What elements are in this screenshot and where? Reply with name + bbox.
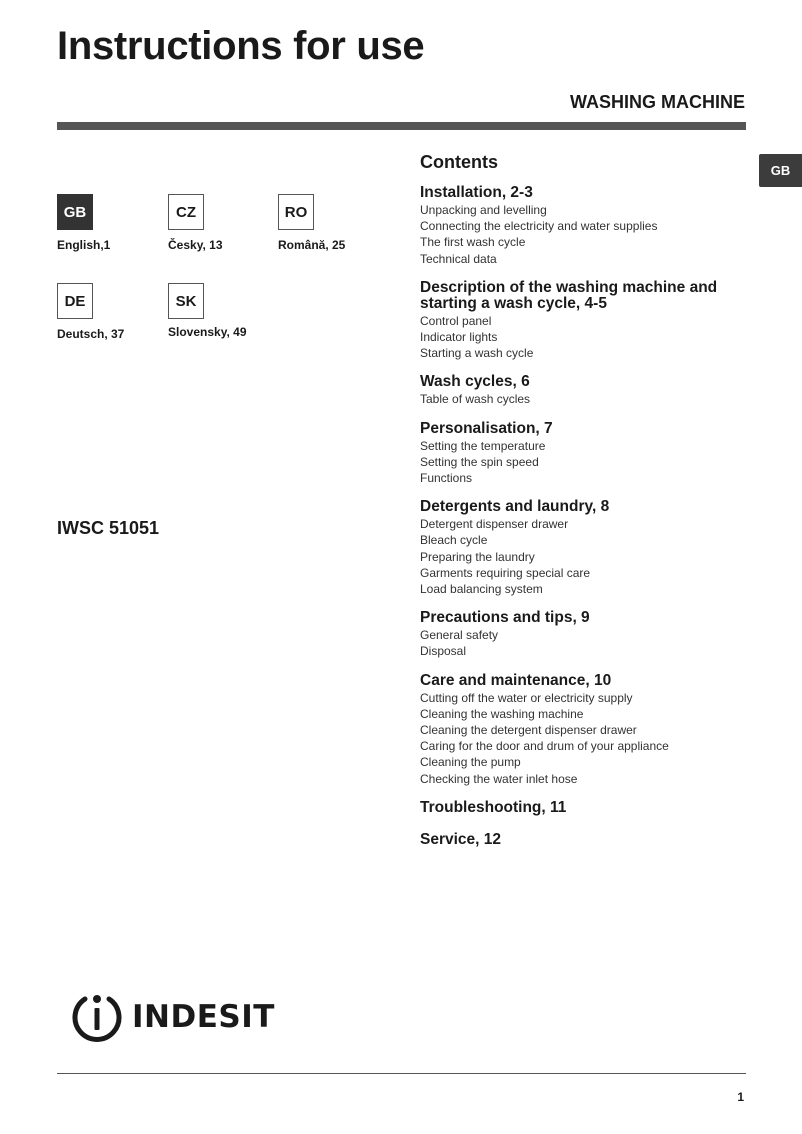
language-de[interactable] [57,283,167,341]
language-sk[interactable] [168,283,278,339]
table-of-contents [420,151,750,861]
toc-item[interactable]: Preparing the laundry [420,549,535,564]
toc-section-title[interactable]: Care and maintenance, 10 [420,671,612,689]
toc-item[interactable]: The first wash cycle [420,235,526,250]
toc-item[interactable]: Bleach cycle [420,533,488,548]
document-subtitle: WASHING MACHINE [570,92,745,112]
toc-section-troubleshooting[interactable] [420,800,750,816]
toc-section-description[interactable] [420,280,750,362]
toc-section-title[interactable]: Personalisation, 7 [420,419,553,437]
language-cz[interactable] [168,194,278,252]
toc-item[interactable]: Starting a wash cycle [420,346,534,361]
toc-section-title[interactable]: Wash cycles, 6 [420,373,530,391]
toc-item[interactable]: Cleaning the pump [420,755,521,770]
toc-section-care[interactable] [420,673,750,787]
language-code-box[interactable]: GB [57,194,93,230]
toc-item[interactable]: Load balancing system [420,582,543,597]
toc-section-title[interactable]: Service, 12 [420,830,502,848]
toc-section-installation[interactable] [420,185,750,267]
footer-rule [57,1073,746,1074]
brand-name: INDESIT [132,999,275,1035]
side-language-tab[interactable]: GB [759,154,802,187]
toc-section-title[interactable]: Precautions and tips, 9 [420,609,590,627]
toc-section-personalisation[interactable] [420,421,750,487]
toc-item[interactable]: Connecting the electricity and water supplies [420,219,658,234]
model-number: IWSC 51051 [57,518,160,538]
toc-item[interactable]: Unpacking and levelling [420,203,547,217]
language-label: Română, 25 [278,238,346,252]
toc-item[interactable]: Setting the temperature [420,438,546,453]
toc-item[interactable]: Detergent dispenser drawer [420,517,569,532]
toc-item[interactable]: Garments requiring special care [420,565,591,580]
language-label: Česky, 13 [168,238,223,252]
brand-logo [70,990,275,1044]
toc-item[interactable]: Cleaning the washing machine [420,706,584,721]
language-label: English,1 [57,238,111,252]
toc-item[interactable]: Setting the spin speed [420,454,539,469]
language-gb[interactable] [57,194,167,252]
language-code-box[interactable]: DE [57,283,93,319]
toc-item[interactable]: General safety [420,628,499,643]
contents-heading: Contents [420,152,498,172]
toc-section-title[interactable]: Description of the washing machine and starting a wash cycle, 4-5 [420,278,718,312]
toc-section-detergents[interactable] [420,499,750,597]
language-label: Slovensky, 49 [168,325,247,339]
toc-item[interactable]: Checking the water inlet hose [420,771,578,786]
toc-section-title[interactable]: Detergents and laundry, 8 [420,498,610,516]
language-ro[interactable] [278,194,388,252]
toc-item[interactable]: Caring for the door and drum of your appliance [420,739,669,754]
language-code-box[interactable]: RO [278,194,314,230]
toc-item[interactable]: Technical data [420,251,497,266]
indesit-logo-icon [70,990,124,1044]
document-title: Instructions for use [57,24,425,68]
toc-section-service[interactable] [420,832,750,848]
toc-item[interactable]: Indicator lights [420,330,498,345]
toc-section-title[interactable]: Troubleshooting, 11 [420,798,567,816]
page-number: 1 [737,1090,744,1104]
toc-section-wash-cycles[interactable] [420,374,750,407]
toc-item[interactable]: Functions [420,471,473,486]
language-code-box[interactable]: SK [168,283,204,319]
header-rule [57,122,746,130]
toc-item[interactable]: Cleaning the detergent dispenser drawer [420,723,637,738]
toc-item[interactable]: Table of wash cycles [420,392,531,407]
toc-section-title[interactable]: Installation, 2-3 [420,184,533,201]
toc-section-precautions[interactable] [420,610,750,659]
toc-item[interactable]: Disposal [420,644,467,659]
toc-item[interactable]: Cutting off the water or electricity supply [420,690,633,705]
language-label: Deutsch, 37 [57,327,125,341]
toc-item[interactable]: Control panel [420,313,492,328]
language-code-box[interactable]: CZ [168,194,204,230]
